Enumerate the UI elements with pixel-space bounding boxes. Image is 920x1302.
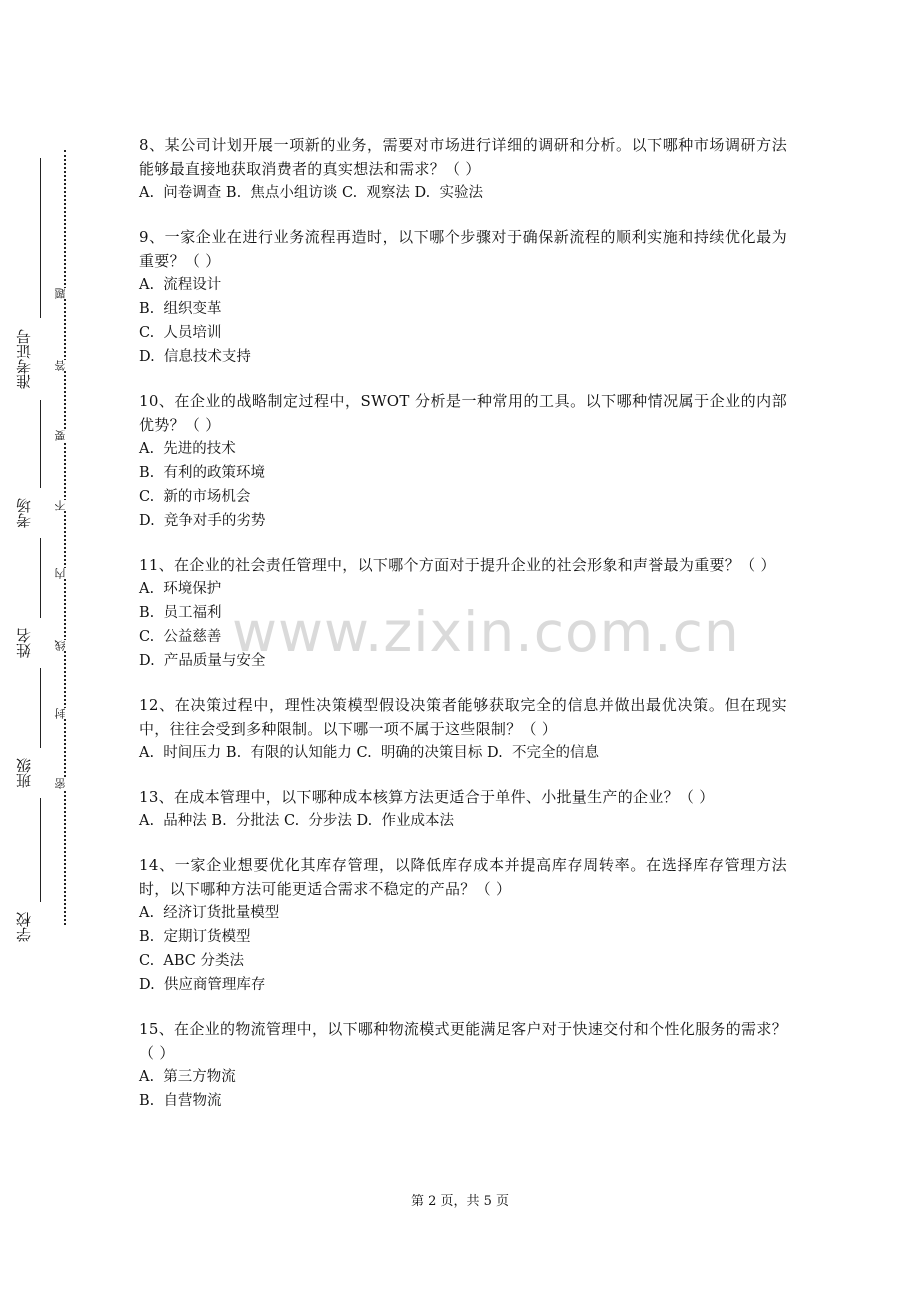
page-footer: 第 2 页，共 5 页 <box>410 1194 510 1209</box>
option-b: B. 员工福利 <box>139 605 222 621</box>
question-text: 11、在企业的社会责任管理中，以下哪个方面对于提升企业的社会形象和声誉最为重要？（ ） <box>139 556 776 574</box>
exam-room-label: 考场 <box>16 488 42 538</box>
binding-margin <box>0 0 120 1302</box>
option-d: D. 竞争对手的劣势 <box>139 513 266 529</box>
class-label: 班级 <box>16 748 42 798</box>
seal-char: 题 <box>55 288 75 299</box>
option-b: B. 有利的政策环境 <box>139 465 265 481</box>
option-c: C. ABC 分类法 <box>139 953 245 969</box>
question-options: A. 问卷调查 B. 焦点小组访谈 C. 观察法 D. 实验法 <box>139 185 483 201</box>
question-15 <box>139 1017 787 1113</box>
seal-char: 答 <box>55 360 75 371</box>
option-b: B. 自营物流 <box>139 1093 222 1109</box>
name-label: 姓名 <box>16 618 42 668</box>
seal-dotted-line <box>64 150 66 925</box>
option-a: A. 经济订货批量模型 <box>139 905 280 921</box>
question-10 <box>139 389 787 533</box>
question-text: 9、一家企业在进行业务流程再造时，以下哪个步骤对于确保新流程的顺利实施和持续优化最为重要？（ ） <box>139 228 787 270</box>
option-a: A. 第三方物流 <box>139 1069 236 1085</box>
option-a: A. 环境保护 <box>139 581 222 597</box>
question-12 <box>139 693 787 765</box>
seal-char: 内 <box>55 568 75 579</box>
seal-char: 线 <box>55 640 75 651</box>
question-text: 15、在企业的物流管理中，以下哪种物流模式更能满足客户对于快速交付和个性化服务的需求？（ ） <box>139 1020 787 1062</box>
seal-char: 不 <box>55 500 75 511</box>
question-13 <box>139 785 787 833</box>
exam-number-label: 准考证号 <box>16 318 42 400</box>
option-d: D. 供应商管理库存 <box>139 977 266 993</box>
question-options: A. 时间压力 B. 有限的认知能力 C. 明确的决策目标 D. 不完全的信息 <box>139 745 599 761</box>
seal-char: 封 <box>55 708 75 719</box>
option-d: D. 产品质量与安全 <box>139 653 266 669</box>
question-text: 13、在成本管理中，以下哪种成本核算方法更适合于单件、小批量生产的企业？（ ） <box>139 788 715 806</box>
question-text: 12、在决策过程中，理性决策模型假设决策者能够获取完全的信息并做出最优决策。但在现实中，往往会受到多种限制。以下哪一项不属于这些限制？（ ） <box>139 696 787 738</box>
seal-char: 要 <box>55 430 75 441</box>
question-options: A. 品种法 B. 分批法 C. 分步法 D. 作业成本法 <box>139 813 454 829</box>
question-14 <box>139 853 787 997</box>
question-text: 14、一家企业想要优化其库存管理，以降低库存成本并提高库存周转率。在选择库存管理方法时，以下哪种方法可能更适合需求不稳定的产品？（ ） <box>139 856 787 898</box>
option-b: B. 组织变革 <box>139 301 222 317</box>
option-c: C. 公益慈善 <box>139 629 222 645</box>
question-text: 10、在企业的战略制定过程中，SWOT 分析是一种常用的工具。以下哪种情况属于企业的内部优势？（ ） <box>139 392 787 434</box>
question-8 <box>139 133 787 205</box>
option-a: A. 流程设计 <box>139 277 222 293</box>
question-text: 8、某公司计划开展一项新的业务，需要对市场进行详细的调研和分析。以下哪种市场调研方法能够最直接地获取消费者的真实想法和需求？（ ） <box>139 136 787 178</box>
option-a: A. 先进的技术 <box>139 441 236 457</box>
school-label: 学校 <box>16 902 42 952</box>
question-9 <box>139 225 787 369</box>
seal-char: 密 <box>55 778 75 789</box>
option-b: B. 定期订货模型 <box>139 929 251 945</box>
option-c: C. 人员培训 <box>139 325 222 341</box>
option-c: C. 新的市场机会 <box>139 489 251 505</box>
watermark: www.zixin.com.cn <box>232 600 740 664</box>
option-d: D. 信息技术支持 <box>139 349 251 365</box>
